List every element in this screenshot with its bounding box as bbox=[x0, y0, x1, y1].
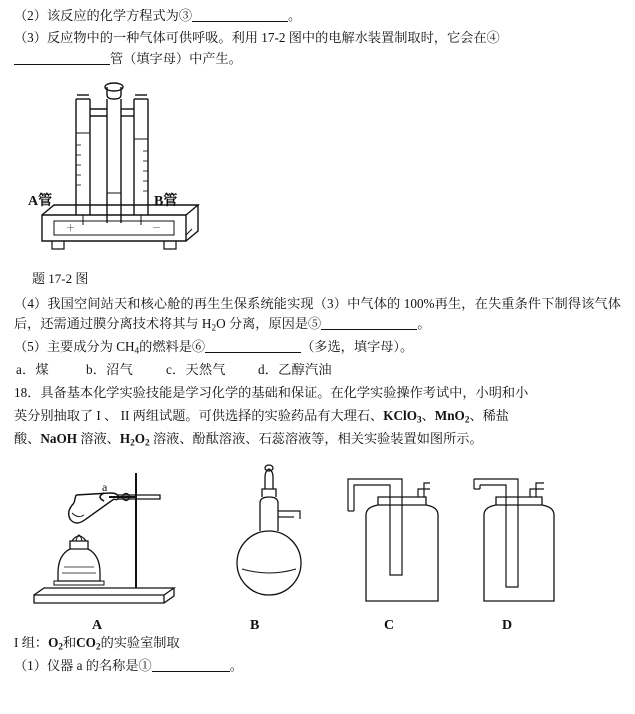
group-1-prefix: I 组： bbox=[14, 635, 49, 651]
figure2-label-row bbox=[14, 615, 621, 633]
question-2-text: （2）该反应的化学方程式为③ bbox=[14, 8, 193, 23]
question-1-group-text: （1）仪器 a 的名称是① bbox=[14, 658, 152, 674]
choice-list bbox=[14, 360, 621, 380]
q18-kclo3: KClO bbox=[383, 407, 417, 423]
apparatus-diagram-svg bbox=[14, 455, 574, 615]
q18-kclo3-sub: 3 bbox=[416, 414, 422, 425]
question-18-line3 bbox=[14, 429, 621, 450]
figure-17-2-electrolysis-apparatus bbox=[14, 73, 621, 269]
ch4-subscript: 4 bbox=[134, 345, 140, 356]
choice-d[interactable]: d．乙醇汽油 bbox=[258, 361, 332, 377]
answer-blank-5[interactable] bbox=[321, 329, 417, 330]
question-4 bbox=[14, 294, 621, 335]
q18-naoh: NaOH bbox=[40, 430, 78, 446]
question-3-text-part2: 管（填字母）中产生。 bbox=[110, 50, 242, 66]
question-2 bbox=[14, 6, 621, 26]
figure2-label-B: B bbox=[250, 618, 260, 634]
q18-line2-c: 、 bbox=[421, 407, 435, 423]
question-4-suffix: 。 bbox=[417, 315, 431, 331]
q18-h2o2-sub1: 2 bbox=[130, 437, 135, 448]
question-5-text-part1: （5）主要成分为 CH bbox=[14, 338, 135, 354]
question-3 bbox=[14, 28, 621, 69]
figure2-label-C: C bbox=[384, 618, 395, 634]
group-1-co2-sub: 2 bbox=[95, 642, 101, 652]
svg-text:＋: ＋ bbox=[66, 223, 76, 234]
q18-mno2-sub: 2 bbox=[464, 414, 470, 425]
figure-apparatus-abcd bbox=[14, 455, 621, 615]
q18-line3-c: 溶液、 bbox=[77, 430, 120, 446]
electrolysis-diagram-svg bbox=[14, 73, 314, 269]
group-1-o2: O bbox=[48, 635, 59, 651]
question-1-group-suffix: 。 bbox=[229, 658, 243, 674]
question-18-line1: 18．具备基本化学实验技能是学习化学的基础和保证。在化学实验操作考试中，小明和小 bbox=[14, 385, 529, 401]
figure-caption-17-2: 题 17-2 图 bbox=[32, 271, 89, 287]
group-1-heading bbox=[14, 633, 621, 654]
answer-blank-1[interactable] bbox=[152, 671, 230, 672]
h2o-subscript: 2 bbox=[211, 322, 217, 333]
figure-label-a-tube: A管 bbox=[28, 194, 53, 210]
q18-line3-f: 溶液、酚酞溶液、石蕊溶液等，相关实验装置如图所示。 bbox=[149, 430, 483, 446]
q18-h2o2-h: H bbox=[119, 430, 131, 446]
q18-line2-e: 、稀盐 bbox=[469, 407, 509, 423]
choice-b[interactable]: b．沼气 bbox=[86, 361, 133, 377]
q18-mno2: MnO bbox=[434, 407, 465, 423]
question-5-text-part3: （多选，填字母）。 bbox=[301, 338, 414, 354]
question-4-text-part2: O 分离，原因是⑤ bbox=[216, 315, 322, 331]
figure2-label-D: D bbox=[502, 618, 513, 634]
svg-text:－: － bbox=[152, 223, 162, 234]
question-5-text-part2: 的燃料是⑥ bbox=[139, 338, 206, 354]
group-1-mid: 和 bbox=[62, 635, 77, 651]
group-1-o2-sub: 2 bbox=[58, 642, 63, 652]
question-18-line2 bbox=[14, 406, 621, 427]
choice-a[interactable]: a．煤 bbox=[16, 361, 49, 377]
figure2-label-A: A bbox=[92, 618, 103, 634]
question-2-suffix: 。 bbox=[288, 8, 302, 23]
figure-label-b-tube: B管 bbox=[154, 194, 178, 210]
question-5 bbox=[14, 337, 621, 358]
choice-c[interactable]: c．天然气 bbox=[166, 361, 226, 377]
question-4-text-part1: （4）我国空间站天和核心舱的再生生保系统能实现（3）中气体的 100%再生，在失重条件下制得该气体后，还需通过膜分离技术将其与 H bbox=[14, 295, 621, 331]
label-a-instrument: a bbox=[102, 480, 108, 495]
answer-blank-3[interactable] bbox=[192, 21, 288, 22]
q18-line2-a: 英分别抽取了 I 、 II 两组试题。可供选择的实验药品有大理石、 bbox=[14, 407, 384, 423]
answer-blank-4[interactable] bbox=[14, 64, 110, 65]
question-3-text-part1: （3）反应物中的一种气体可供呼吸。利用 17-2 图中的电解水装置制取时，它会在④ bbox=[14, 30, 500, 46]
group-1-suffix: 的实验室制取 bbox=[100, 635, 180, 651]
answer-blank-6[interactable] bbox=[205, 352, 301, 353]
q18-line3-a: 酸、 bbox=[14, 430, 41, 446]
q18-h2o2-sub2: 2 bbox=[145, 437, 150, 448]
group-1-co2: CO bbox=[76, 635, 96, 651]
question-1-group bbox=[14, 656, 621, 676]
q18-h2o2-o: O bbox=[134, 430, 146, 446]
